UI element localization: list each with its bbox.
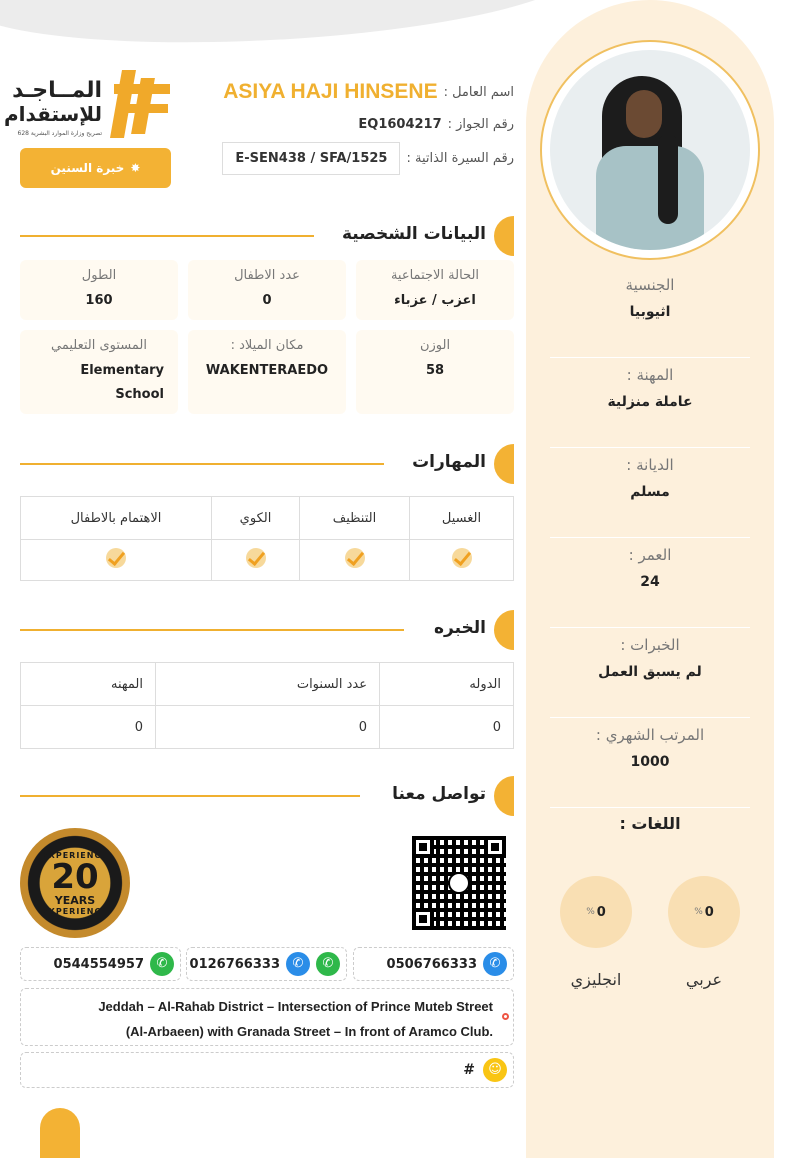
check-icon <box>106 548 126 568</box>
sidebar-info-list <box>550 268 750 808</box>
language-english-level: % 0 <box>560 876 632 948</box>
photo-frame <box>540 40 760 260</box>
skill-childcare: الاهتمام بالاطفال <box>21 497 212 540</box>
contact-section-header: تواصل معنا <box>20 776 514 816</box>
phone-box-2[interactable]: 0126766333 ✆ ✆ <box>186 947 347 981</box>
snapchat-icon: ☺ <box>483 1058 507 1082</box>
sidebar-item-salary: المرتب الشهري : 1000 <box>550 718 750 808</box>
sidebar-item-nationality: الجنسية اثيوبيا <box>550 268 750 358</box>
phone-box-3[interactable]: 0544554957 ✆ <box>20 947 181 981</box>
languages-title: اللغات : <box>619 814 681 833</box>
exp-header-job: المهنه <box>21 663 156 706</box>
card-weight: الوزن 58 <box>356 330 514 414</box>
header-swoosh <box>0 0 582 56</box>
company-logo: المــاجـد للإستقدام تصريح وزارة الموارد البشرية 628 <box>22 70 172 144</box>
footer-accent <box>40 1108 80 1158</box>
card-marital-status: الحالة الاجتماعية اعزب / عزباء <box>356 260 514 320</box>
sidebar-item-profession: المهنة : عاملة منزلية <box>550 358 750 448</box>
exp-years-value: 0 <box>156 706 380 749</box>
logo-mark-icon <box>108 70 172 138</box>
exp-header-country: الدوله <box>380 663 514 706</box>
exp-job-value: 0 <box>21 706 156 749</box>
skills-section-header: المهارات <box>20 444 514 484</box>
address-box <box>20 988 514 1046</box>
experience-table <box>20 662 514 749</box>
skills-table <box>20 496 514 581</box>
whatsapp-icon <box>448 872 470 894</box>
worker-name: ASIYA HAJI HINSENE <box>223 80 438 103</box>
card-education: المستوى التعليمي Elementary School <box>20 330 178 414</box>
star-icon: ✸ <box>130 161 141 175</box>
personal-section-header: البيانات الشخصية <box>20 216 514 256</box>
cv-number-row: رقم السيرة الذاتية : E-SEN438 / SFA/1525 <box>222 142 514 175</box>
experience-years-button[interactable]: ✸ خبرة السنين <box>20 148 171 188</box>
worker-photo <box>550 50 750 250</box>
whatsapp-icon: ✆ <box>316 952 340 976</box>
phone-box-1[interactable]: 0506766333 ✆ <box>353 947 514 981</box>
twenty-years-experience-badge: EXPERIENCE 20 YEARS EXPERIENCE <box>20 828 130 938</box>
address-line-1: Jeddah – Al-Rahab District – Intersection of Prince Muteb Street <box>98 999 493 1014</box>
skill-cleaning: التنظيف <box>300 497 410 540</box>
exp-header-years: عدد السنوات <box>156 663 380 706</box>
sidebar-item-experience: الخبرات : لم يسبق العمل <box>550 628 750 718</box>
snapchat-handle: # <box>463 1062 475 1078</box>
phone-icon: ✆ <box>286 952 310 976</box>
check-icon <box>452 548 472 568</box>
language-english-label: انجليزي <box>570 970 622 989</box>
language-arabic-level: % 0 <box>668 876 740 948</box>
cv-number: E-SEN438 / SFA/1525 <box>222 142 400 175</box>
sidebar-item-religion: الديانة : مسلم <box>550 448 750 538</box>
experience-section-header: الخبره <box>20 610 514 650</box>
passport-row: رقم الجواز : EQ1604217 <box>358 117 514 132</box>
location-pin-icon <box>502 1013 509 1020</box>
check-icon <box>246 548 266 568</box>
address-line-2: (Al-Arbaeen) with Granada Street – In front of Aramco Club. <box>125 1024 493 1039</box>
sidebar-item-age: العمر : 24 <box>550 538 750 628</box>
snapchat-box[interactable] <box>20 1052 514 1088</box>
whatsapp-icon: ✆ <box>150 952 174 976</box>
card-height: الطول 160 <box>20 260 178 320</box>
skill-ironing: الكوي <box>212 497 300 540</box>
card-children: عدد الاطفال 0 <box>188 260 346 320</box>
language-arabic-label: عربي <box>685 970 723 989</box>
qr-code[interactable] <box>412 836 506 930</box>
phone-icon: ✆ <box>483 952 507 976</box>
exp-country-value: 0 <box>380 706 514 749</box>
skill-washing: الغسيل <box>410 497 514 540</box>
passport-number: EQ1604217 <box>358 117 442 132</box>
worker-name-row: اسم العامل : ASIYA HAJI HINSENE <box>223 80 514 103</box>
check-icon <box>345 548 365 568</box>
card-birthplace: مكان الميلاد : WAKENTERAEDO <box>188 330 346 414</box>
